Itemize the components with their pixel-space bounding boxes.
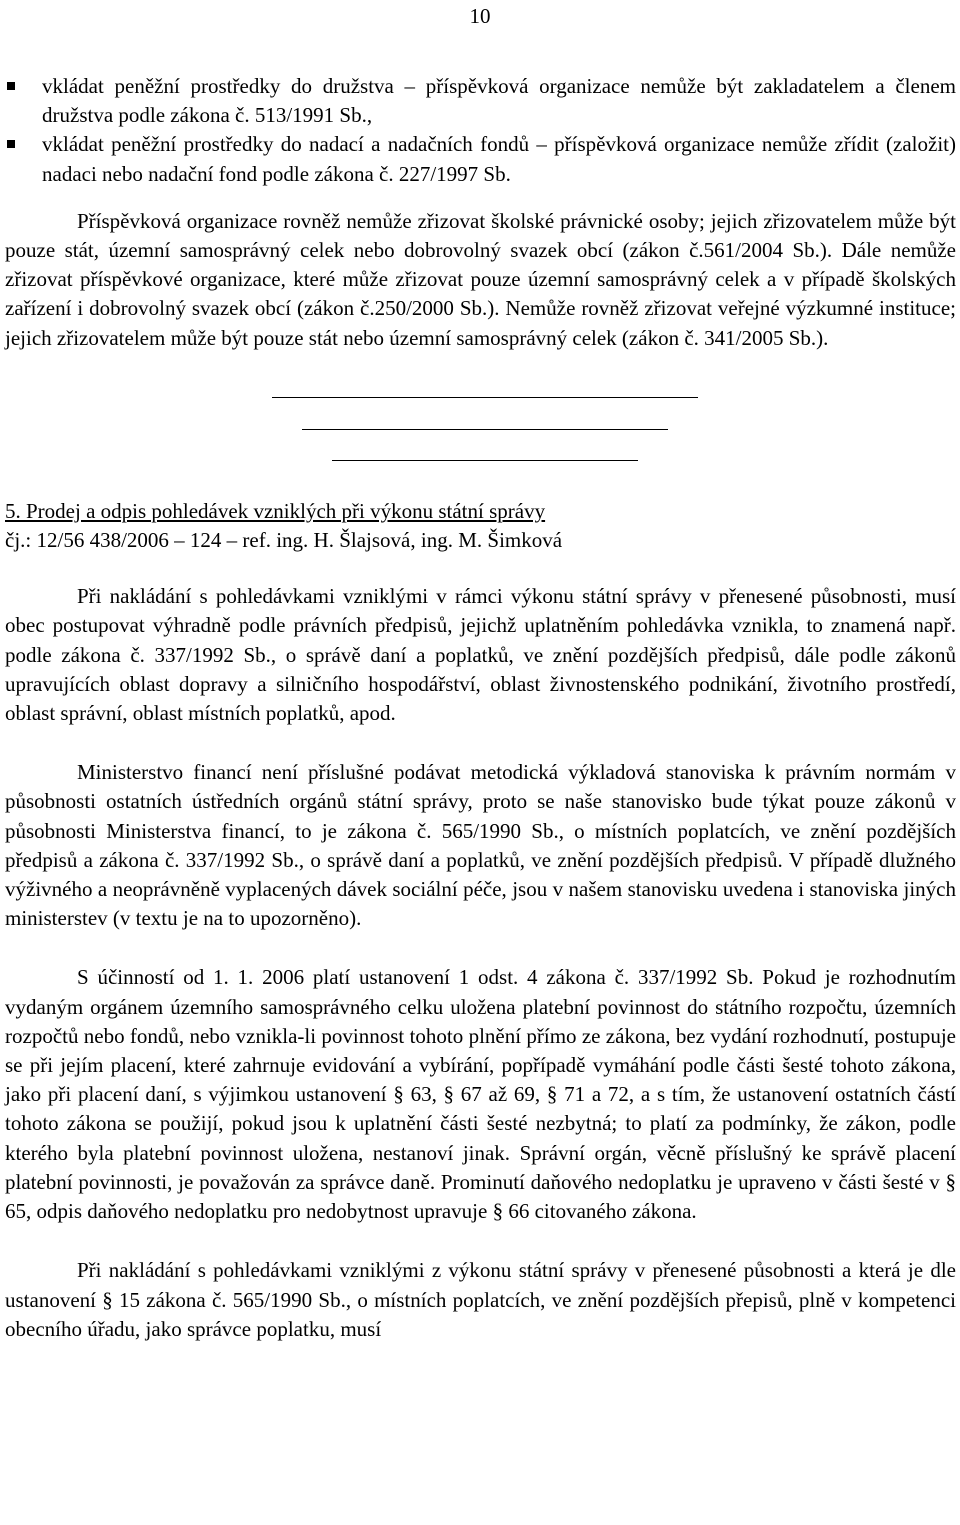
bullet-text: vkládat peněžní prostředky do nadací a nadačních fondů – příspěvková organizace nemůže zřídit (založit) nadaci nebo nadační fond podle zákona č. 227/1997 Sb. bbox=[42, 132, 956, 186]
paragraph: Při nakládání s pohledávkami vzniklými z výkonu státní správy v přenesené působnosti a která je dle ustanovení § 15 zákona č. 565/1990 Sb., o místních poplatcích, ve znění pozdějších přepisů, plně v kompetenci obecního úřadu, jako správce poplatku, musí bbox=[5, 1258, 956, 1341]
section-heading bbox=[5, 497, 956, 526]
paragraph: Příspěvková organizace rovněž nemůže zřizovat školské právnické osoby; jejich zřizovatelem může být pouze stát, územní samosprávný celek nebo dobrovolný svazek obcí (zákon č.561/2004 Sb.). Dále nemůže zřizovat příspěvkové organizace, které může zřizovat pouze územní samosprávný celek a v případě školských zařízení i dobrovolný svazek obcí (zákon č.250/2000 Sb.). Nemůže rovněž zřizovat veřejné výzkumné instituce; jejich zřizovatelem může být pouze stát nebo územní samosprávný celek (zákon č. 341/2005 Sb.). bbox=[5, 208, 956, 350]
section-title: 5. Prodej a odpis pohledávek vzniklých při výkonu státní správy bbox=[5, 498, 546, 523]
page-number: 10 bbox=[469, 4, 491, 28]
list-item bbox=[5, 130, 956, 188]
separator-line bbox=[302, 429, 668, 430]
reference-line: čj.: 12/56 438/2006 – 124 – ref. ing. H. Šlajsová, ing. M. Šimková bbox=[5, 528, 563, 553]
paragraph: Ministerstvo financí není příslušné podávat metodická výkladová stanoviska k právním normám v působnosti ostatních ústředních orgánů státní správy, proto se naše stanovisko bude týkat pouze zákonů v působnosti Ministerstva financí, to je zákona č. 565/1990 Sb., o místních poplatcích, ve znění pozdějších předpisů a zákona č. 337/1992 Sb., o správě daní a poplatků, ve znění pozdějších předpisů. V případě dlužného výživného a neoprávněně vyplacených dávek sociální péče, jsou v našem stanovisku uvedena i stanoviska jiných ministerstev (v textu je na to upozorněno). bbox=[5, 760, 956, 931]
paragraph: S účinností od 1. 1. 2006 platí ustanovení 1 odst. 4 zákona č. 337/1992 Sb. Pokud je rozhodnutím vydaným orgánem územního samosprávného celku uložena platební povinnost do státního rozpočtu, územních rozpočtů nebo fondů, nebo vznikla-li povinnost tohoto plnění přímo ze zákona, bez vydání rozhodnutí, postupuje se při jejím placení, které zahrnuje evidování a vybírání, popřípadě vymáhání podle části šesté tohoto zákona, jako při placení daní, s výjimkou ustanovení § 63, § 67 až 69, § 71 a 72, a s tím, že ustanovení ostatních částí tohoto zákona se použijí, pokud jsou k uplatnění části šesté nezbytná; to platí za podmínky, že zákon, podle kterého byla platební povinnost uložena, nestanoví jinak. Správní orgán, věcně příslušný ke správě placení platební povinnosti, je považován za správce daně. Prominutí daňového nedoplatku je upraveno v části šesté v § 65, odpis daňového nedoplatku pro nedobytnost upravuje § 66 citovaného zákona. bbox=[5, 965, 956, 1224]
square-bullet-icon bbox=[7, 82, 15, 90]
paragraph: Při nakládání s pohledávkami vzniklými v rámci výkonu státní správy v přenesené působnosti, musí obec postupovat výhradně podle právních předpisů, jejichž uplatněním pohledávka vznikla, to znamená např. podle zákona č. 337/1992 Sb., o správě daní a poplatků, ve znění pozdějších předpisů, dále podle zákonů upravujících oblast dopravy a silničního hospodářství, oblast živnostenského podnikání, životního prostředí, oblast správní, oblast místních poplatků, apod. bbox=[5, 584, 956, 726]
bullet-text: vkládat peněžní prostředky do družstva – příspěvková organizace nemůže být zakladatelem a členem družstva podle zákona č. 513/1991 Sb., bbox=[42, 74, 956, 128]
bullet-list bbox=[5, 72, 956, 189]
separator-line bbox=[272, 397, 698, 398]
list-item bbox=[5, 72, 956, 130]
separator-line bbox=[332, 460, 638, 461]
document-body bbox=[5, 72, 956, 1344]
separator-lines bbox=[5, 357, 956, 477]
square-bullet-icon bbox=[7, 140, 15, 148]
